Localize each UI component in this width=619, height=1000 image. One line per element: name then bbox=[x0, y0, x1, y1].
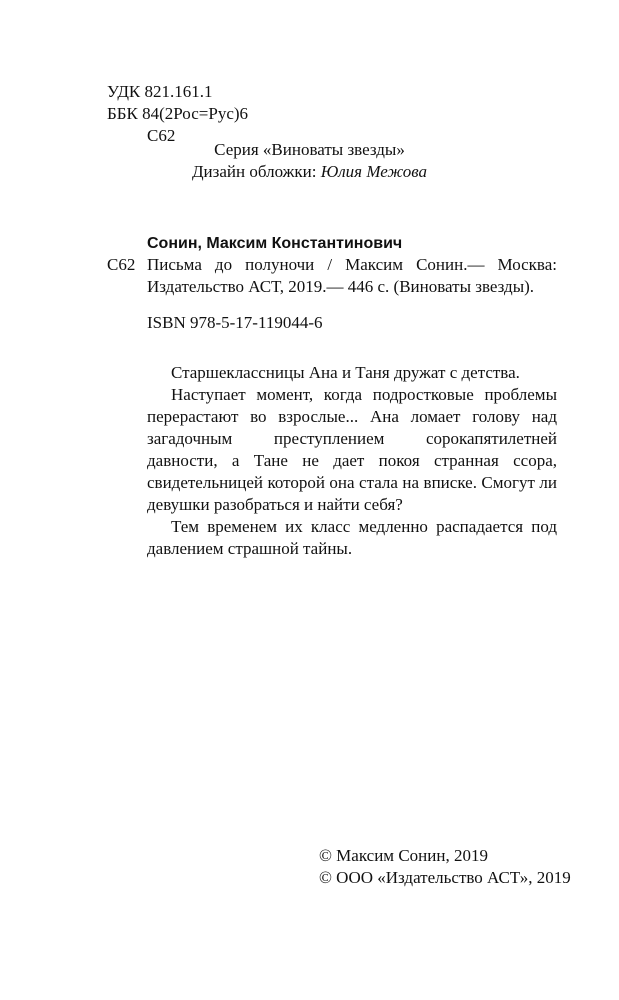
cover-design-label: Дизайн обложки: bbox=[191, 162, 317, 181]
annotation-paragraph: Тем временем их класс медленно распадается под давлением страшной тайны. bbox=[147, 517, 557, 558]
cover-designer-name: Юлия Межова bbox=[320, 162, 428, 181]
author-mark: С62 bbox=[147, 126, 176, 145]
annotation-paragraph: Наступает момент, когда подростковые проблемы перерастают во взрослые... Ана ломает голову над загадочным преступлением сорокапятилетней давности, а Тане не дает покоя странная ссора, свидетельницей которой она стала на вписке. Смогут ли девушки разобраться и найти себя? bbox=[147, 385, 557, 514]
copyright-author: © Максим Сонин, 2019 bbox=[319, 846, 488, 865]
record-author-mark: С62 bbox=[107, 255, 136, 274]
copyright-publisher: © ООО «Издательство АСТ», 2019 bbox=[319, 868, 571, 887]
cover-design-credit bbox=[0, 161, 619, 183]
bibliographic-description: Письма до полуночи / Максим Сонин.— Москва: Издательство АСТ, 2019.— 446 с. (Виноваты звезды). bbox=[147, 255, 557, 296]
series-line: Серия «Виноваты звезды» bbox=[214, 140, 405, 159]
udk-code: УДК 821.161.1 bbox=[107, 82, 213, 101]
annotation bbox=[147, 362, 557, 560]
bbk-code: ББК 84(2Рос=Рус)6 bbox=[107, 104, 249, 123]
isbn: ISBN 978-5-17-119044-6 bbox=[147, 313, 323, 332]
author-heading: Сонин, Максим Константинович bbox=[147, 235, 403, 252]
annotation-paragraph: Старшеклассницы Ана и Таня дружат с детства. bbox=[171, 363, 520, 382]
